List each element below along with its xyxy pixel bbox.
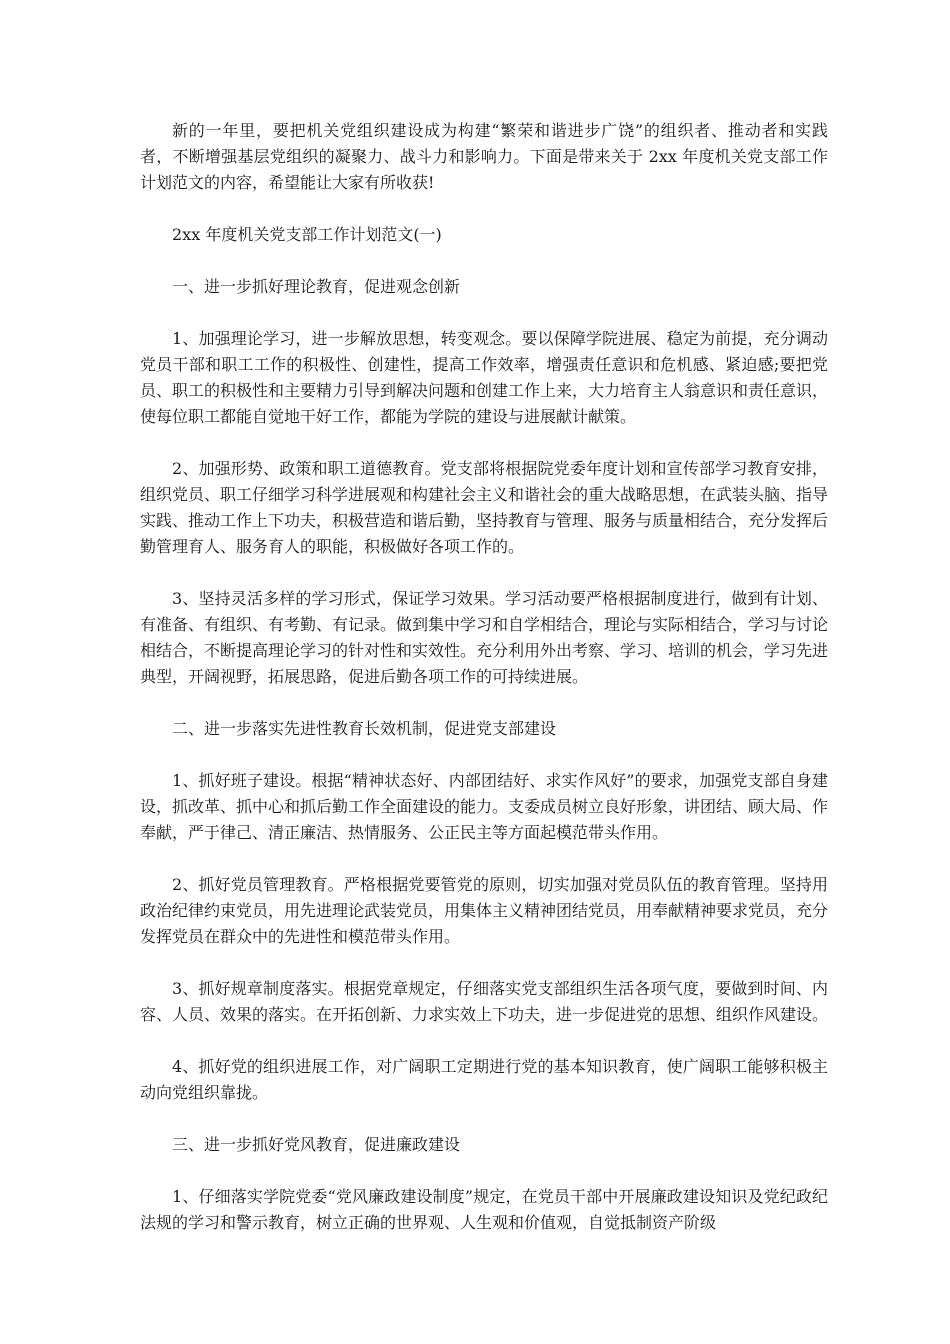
document-body — [140, 118, 828, 1262]
intro-paragraph: 新的一年里，要把机关党组织建设成为构建“繁荣和谐进步广饶”的组织者、推动者和实践者，不断增强基层党组织的凝聚力、战斗力和影响力。下面是带来关于 2xx 年度机关党支部工作计划范文的内容，希望能让大家有所收获! — [140, 121, 828, 192]
section-3-item-1: 1、仔细落实学院党委“党风廉政建设制度”规定，在党员干部中开展廉政建设知识及党纪政纪法规的学习和警示教育，树立正确的世界观、人生观和价值观，自觉抵制资产阶级 — [140, 1187, 828, 1232]
section-2-item-1: 1、抓好班子建设。根据“精神状态好、内部团结好、求实作风好”的要求，加强党支部自身建设，抓改革、抓中心和抓后勤工作全面建设的能力。支委成员树立良好形象，讲团结、顾大局、作奉献，严于律己、清正廉洁、热情服务、公正民主等方面起模范带头作用。 — [140, 771, 829, 842]
document-title: 2xx 年度机关党支部工作计划范文(一) — [172, 225, 442, 244]
section-heading-2: 二、进一步落实先进性教育长效机制，促进党支部建设 — [172, 719, 557, 738]
section-heading-1: 一、进一步抓好理论教育，促进观念创新 — [172, 277, 461, 296]
section-1-item-1: 1、加强理论学习，进一步解放思想，转变观念。要以保障学院进展、稳定为前提，充分调动党员干部和职工工作的积极性、创建性，提高工作效率，增强责任意识和危机感、紧迫感;要把党员、职工的积极性和主要精力引导到解决问题和创建工作上来，大力培育主人翁意识和责任意识，使每位职工都能自觉地干好工作，都能为学院的建设与进展献计献策。 — [140, 329, 829, 426]
section-1-item-2: 2、加强形势、政策和职工道德教育。党支部将根据院党委年度计划和宣传部学习教育安排，组织党员、职工仔细学习科学进展观和构建社会主义和谐社会的重大战略思想，在武装头脑、指导实践、推动工作上下功夫，积极营造和谐后勤，坚持教育与管理、服务与质量相结合，充分发挥后勤管理育人、服务育人的职能，积极做好各项工作的。 — [140, 459, 829, 556]
section-heading-3: 三、进一步抓好党风教育，促进廉政建设 — [172, 1135, 461, 1154]
section-2-item-4: 4、抓好党的组织进展工作，对广阔职工定期进行党的基本知识教育，使广阔职工能够积极主动向党组织靠拢。 — [140, 1057, 828, 1102]
section-2-item-3: 3、抓好规章制度落实。根据党章规定，仔细落实党支部组织生活各项气度，要做到时间、内容、人员、效果的落实。在开拓创新、力求实效上下功夫，进一步促进党的思想、组织作风建设。 — [140, 979, 829, 1024]
section-2-item-2: 2、抓好党员管理教育。严格根据党要管党的原则，切实加强对党员队伍的教育管理。坚持用政治纪律约束党员，用先进理论武装党员，用集体主义精神团结党员，用奉献精神要求党员，充分发挥党员在群众中的先进性和模范带头作用。 — [140, 875, 829, 946]
section-1-item-3: 3、坚持灵活多样的学习形式，保证学习效果。学习活动要严格根据制度进行，做到有计划、有准备、有组织、有考勤、有记录。做到集中学习和自学相结合，理论与实际相结合，学习与讨论相结合，不断提高理论学习的针对性和实效性。充分利用外出考察、学习、培训的机会，学习先进典型，开阔视野，拓展思路，促进后勤各项工作的可持续进展。 — [140, 589, 829, 686]
